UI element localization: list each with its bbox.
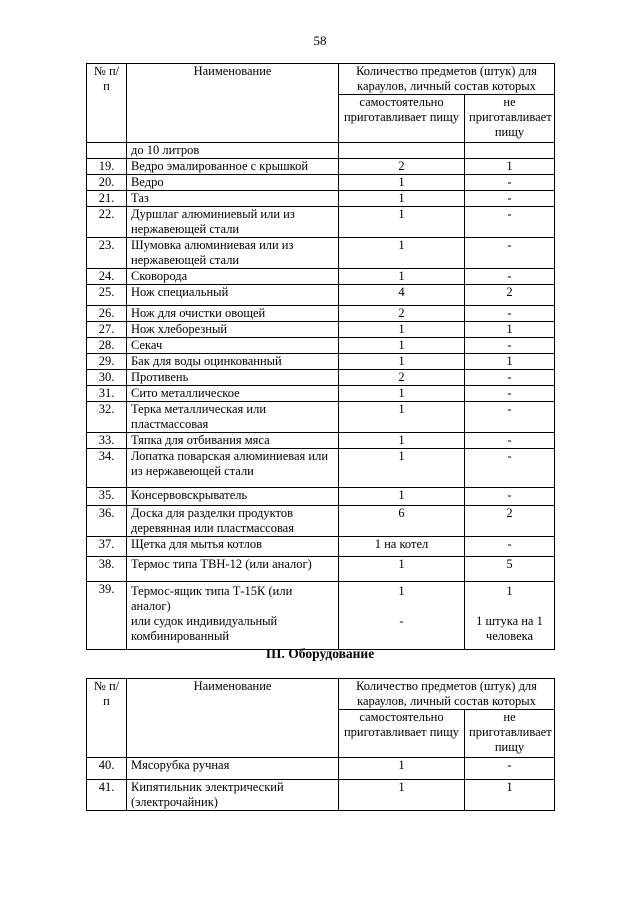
table-row <box>87 322 555 338</box>
table-row <box>87 449 555 488</box>
row-name: Лопатка поварская алюминиевая или из нержавеющей стали <box>127 449 339 488</box>
row-name: Секач <box>127 338 339 354</box>
row-not-self-value: - <box>465 433 555 449</box>
row-name: Доска для разделки продуктов деревянная или пластмассовая <box>127 506 339 537</box>
row-name-main: Термос-ящик типа Т-15К (или аналог) <box>131 584 293 613</box>
row-self-value: 1 <box>339 207 465 238</box>
row-not-self-value: - <box>465 207 555 238</box>
row-number: 27. <box>87 322 127 338</box>
header-self-cooking: самостоятельно приготавливает пищу <box>339 710 465 758</box>
row-number: 24. <box>87 269 127 285</box>
table-row <box>87 488 555 506</box>
row-number: 33. <box>87 433 127 449</box>
row-name: Шумовка алюминиевая или из нержавеющей стали <box>127 238 339 269</box>
table-row <box>87 238 555 269</box>
row-self-value: 1 <box>339 338 465 354</box>
row-self-value: 4 <box>339 285 465 306</box>
row-self-value: 1 <box>339 780 465 811</box>
row-name: Нож хлеборезный <box>127 322 339 338</box>
row-not-self-value: - <box>465 306 555 322</box>
row-name: Щетка для мытья котлов <box>127 537 339 557</box>
equipment-table <box>86 678 555 811</box>
row-not-self-value: 2 <box>465 506 555 537</box>
row-self-value <box>339 143 465 159</box>
row-number: 30. <box>87 370 127 386</box>
row-name: Сито металлическое <box>127 386 339 402</box>
row-number: 37. <box>87 537 127 557</box>
row-name: Термос типа ТВН-12 (или аналог) <box>127 557 339 582</box>
table-row <box>87 506 555 537</box>
table-row <box>87 269 555 285</box>
row-number: 38. <box>87 557 127 582</box>
table-body <box>87 143 555 582</box>
header-name: Наименование <box>127 64 339 143</box>
row-name <box>127 582 339 650</box>
row-self-value: 6 <box>339 506 465 537</box>
row-name: Бак для воды оцинкованный <box>127 354 339 370</box>
page-number: 58 <box>313 33 327 48</box>
header-quantity: Количество предметов (штук) для караулов, личный состав которых <box>339 679 555 710</box>
row-number: 19. <box>87 159 127 175</box>
row-not-self-value: 1 <box>465 780 555 811</box>
row-not-self-value: 1 <box>465 322 555 338</box>
row-name: Терка металлическая или пластмассовая <box>127 402 339 433</box>
row-not-self-value <box>465 582 555 650</box>
row-name: Нож специальный <box>127 285 339 306</box>
row-number: 35. <box>87 488 127 506</box>
row-number: 26. <box>87 306 127 322</box>
row-not-self-value: - <box>465 175 555 191</box>
value-main: 1 <box>506 584 513 598</box>
row-name: Дуршлаг алюминиевый или из нержавеющей стали <box>127 207 339 238</box>
row-name: Ведро эмалированное с крышкой <box>127 159 339 175</box>
row-not-self-value: - <box>465 370 555 386</box>
row-number: 31. <box>87 386 127 402</box>
row-name: Консервовскрыватель <box>127 488 339 506</box>
row-name: до 10 литров <box>127 143 339 159</box>
row-self-value: 1 <box>339 175 465 191</box>
header-name: Наименование <box>127 679 339 758</box>
header-self-cooking: самостоятельно приготавливает пищу <box>339 95 465 143</box>
table-row <box>87 758 555 780</box>
row-self-value: 1 <box>339 386 465 402</box>
row-not-self-value: 1 <box>465 159 555 175</box>
row-self-value: 1 <box>339 322 465 338</box>
row-self-value: 1 <box>339 238 465 269</box>
row-name: Ведро <box>127 175 339 191</box>
row-not-self-value: - <box>465 338 555 354</box>
table-row <box>87 354 555 370</box>
row-number <box>87 143 127 159</box>
header-number: № п/п <box>87 679 127 758</box>
table-row <box>87 207 555 238</box>
row-number: 22. <box>87 207 127 238</box>
table-row <box>87 306 555 322</box>
table-row <box>87 159 555 175</box>
row-not-self-value: 1 <box>465 354 555 370</box>
row-number: 23. <box>87 238 127 269</box>
row-self-value: 1 на котел <box>339 537 465 557</box>
table-row <box>87 338 555 354</box>
table-body <box>87 758 555 811</box>
value-main: 1 <box>398 584 405 598</box>
row-number: 20. <box>87 175 127 191</box>
row-self-value: 1 <box>339 758 465 780</box>
row-self-value: 2 <box>339 370 465 386</box>
row-number: 36. <box>87 506 127 537</box>
row-not-self-value: 2 <box>465 285 555 306</box>
table-row <box>87 557 555 582</box>
row-number: 29. <box>87 354 127 370</box>
row-not-self-value: - <box>465 402 555 433</box>
row-name: Мясорубка ручная <box>127 758 339 780</box>
row-not-self-value <box>465 143 555 159</box>
inventory-table <box>86 63 555 650</box>
row-name: Кипятильник электрический (электрочайник) <box>127 780 339 811</box>
row-number: 25. <box>87 285 127 306</box>
row-not-self-value: - <box>465 238 555 269</box>
row-not-self-value: 5 <box>465 557 555 582</box>
row-self-value: 1 <box>339 354 465 370</box>
row-self-value: 1 <box>339 449 465 488</box>
header-not-self-cooking: не приготавливает пищу <box>465 95 555 143</box>
row-number: 40. <box>87 758 127 780</box>
row-number: 41. <box>87 780 127 811</box>
table-row <box>87 402 555 433</box>
row-self-value <box>339 582 465 650</box>
row-not-self-value: - <box>465 488 555 506</box>
header-not-self-cooking: не приготавливает пищу <box>465 710 555 758</box>
row-not-self-value: - <box>465 537 555 557</box>
table-row <box>87 370 555 386</box>
table-row <box>87 143 555 159</box>
row-self-value: 2 <box>339 306 465 322</box>
table-row <box>87 582 555 650</box>
row-name: Нож для очистки овощей <box>127 306 339 322</box>
table-row <box>87 780 555 811</box>
row-name: Противень <box>127 370 339 386</box>
table-row <box>87 175 555 191</box>
header-quantity: Количество предметов (штук) для караулов, личный состав которых <box>339 64 555 95</box>
row-self-value: 1 <box>339 488 465 506</box>
value-alternative: - <box>399 614 404 628</box>
table-row <box>87 433 555 449</box>
row-number: 39. <box>87 582 127 650</box>
row-not-self-value: - <box>465 449 555 488</box>
row-self-value: 1 <box>339 557 465 582</box>
row-number: 28. <box>87 338 127 354</box>
value-alternative: 1 штука на 1 человека <box>476 614 543 643</box>
section-title: III. Оборудование <box>265 646 375 661</box>
row-self-value: 1 <box>339 402 465 433</box>
table-row <box>87 285 555 306</box>
row-self-value: 1 <box>339 433 465 449</box>
row-number: 21. <box>87 191 127 207</box>
row-name: Сковорода <box>127 269 339 285</box>
row-not-self-value: - <box>465 386 555 402</box>
row-number: 34. <box>87 449 127 488</box>
row-name: Таз <box>127 191 339 207</box>
row-not-self-value: - <box>465 758 555 780</box>
row-name-alternative: или судок индивидуальный комбинированный <box>131 614 278 643</box>
row-not-self-value: - <box>465 269 555 285</box>
table-row <box>87 386 555 402</box>
row-self-value: 1 <box>339 269 465 285</box>
header-number: № п/п <box>87 64 127 143</box>
table-row <box>87 191 555 207</box>
row-name: Тяпка для отбивания мяса <box>127 433 339 449</box>
table-row <box>87 537 555 557</box>
row-not-self-value: - <box>465 191 555 207</box>
row-self-value: 1 <box>339 191 465 207</box>
row-number: 32. <box>87 402 127 433</box>
row-self-value: 2 <box>339 159 465 175</box>
